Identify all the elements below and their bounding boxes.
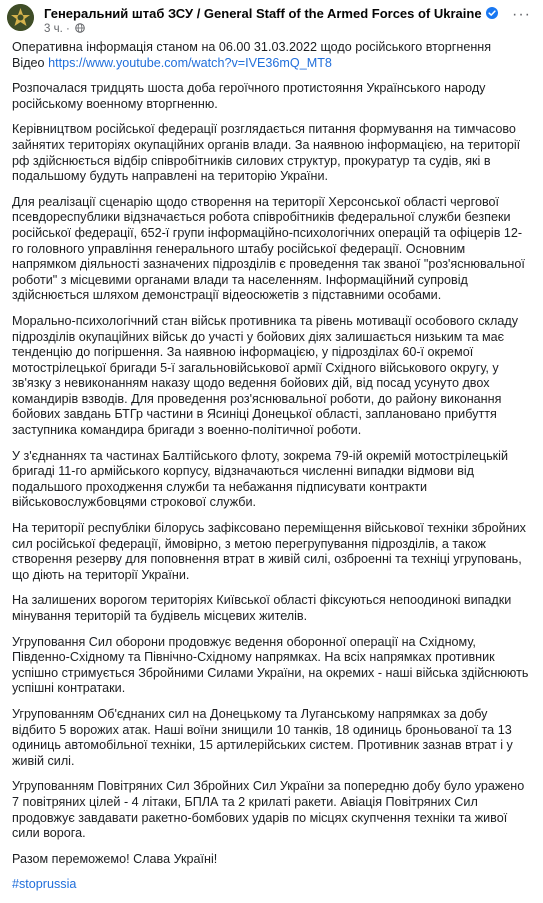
paragraph-3: Для реалізації сценарію щодо створення на території Херсонської області чергової псевдореспублики відзначається робота співробітників федеральної служби безпеки російської федерації, 652-ї групи інформаційно-психологічних операцій та офіцерів 12-го головного управління генерального штабу російської федерації. Основним напрямком діяльності зазначених підрозділів є проведення так званої "роз'яснювальної роботи" з місцевими органами влади та населенням. Інформаційний супровід здійснюється шляхом демонстрації відеосюжетів з підставними особами. [12,194,525,303]
post-meta [44,23,85,35]
paragraph-8: Угруповання Сил оборони продовжує ведення оборонної операції на Східному, Південно-Східному та Північно-Східному напрямках. На всіх напрямках противник успішно стримується Збройними Силами України, на окремих - наші війська здійснюють успішні контратаки. [12,634,529,696]
post-body [12,40,531,903]
intro-line: Оперативна інформація станом на 06.00 31.03.2022 щодо російського вторгнення [12,40,492,54]
emblem-avatar [7,4,34,31]
paragraph-7: На залишених ворогом територіях Київської області фіксуються непоодинокі випадки мінування територій та будівель місцевих жителів. [12,593,512,623]
meta-separator: · [65,23,70,35]
verified-check-icon [486,7,498,19]
paragraph-4: Морально-психологічний стан військ противника та рівень мотивації особового складу підрозділів окупаційних військ до участі у бойових діях залишається низьким та має тенденцію до погіршення. За наявною інформацією, у підрозділах 60-ї окремої мотострілецької бригади 5-ї загальновійськової армії Східного військового округу, у зв'язку з невиконанням наказу щодо ведення бойових дій, від посад усунуто двох командирів взводів. Для проведення роз'яснювальної роботи, до району виконання бойових завдань БТГр частини в Ясиніці Донецької області, заплановано прибуття заступника командира бригади з военно-політичної роботи. [12,313,519,438]
paragraph-2: Керівництвом російської федерації розглядається питання формування на тимчасово зайнятих територіях окупаційних органів влади. За наявною інформацією, на території рф здійснюється відбір співробітників силових структур, прокуратур та судів, які в подальшому будуть направлені на територію України. [12,122,521,184]
video-link[interactable]: https://www.youtube.com/watch?v=IVE36mQ_MT8 [48,55,332,70]
page-avatar[interactable] [7,4,34,31]
paragraph-10: Угрупованням Повітряних Сил Збройних Сил України за попередню добу було уражено 7 повітряних цілей - 4 літаки, БПЛА та 2 крилаті ракети. Авіація Повітряних Сил продовжує завдавати ракетно-бомбових ударів по місцях скупчення техніки та живої сили ворога. [12,779,525,841]
paragraph-1: Розпочалася тридцять шоста доба героїчного протистояння Українського народу російському военному вторгненню. [12,81,486,111]
page-name[interactable]: Генеральний штаб ЗСУ / General Staff of the Armed Forces of Ukraine [44,6,482,21]
paragraph-9: Угрупованням Об'єднаних сил на Донецькому та Луганському напрямках за добу відбито 5 ворожих атак. Наші воїни знищили 10 танків, 18 одиниць броньованої та 13 одиниць автомобільної техніки, 15 артилерійських систем. Противник зазнав втрат і у живій силі. [12,706,513,768]
hashtag-paragraph [12,877,531,893]
paragraph-11: Разом переможемо! Слава Україні! [12,851,218,866]
hashtag-link[interactable]: #stoprussia [12,877,77,892]
paragraph-6: На території республіки білорусь зафіксовано переміщення військової техніки збройних сил російської федерації, ймовірно, з метою перегрупування підрозділів, а також створення резерву для поповнення втрат в живій силі, озброенні та техніці угруповань, що діють на території України. [12,521,526,582]
post-timestamp[interactable]: 3 ч. [44,23,63,35]
video-label: Відео [12,55,49,70]
globe-icon[interactable] [75,23,85,33]
more-options-icon[interactable]: ··· [512,6,531,23]
post-header [0,0,543,40]
paragraph-5: У з'єднаннях та частинах Балтійського флоту, зокрема 79-ій окремій мотострілецькій бригаді 11-го армійського корпусу, відзначаються численні випадки відмови від подальшого проходження служби та небажання підписувати контракти військовослужбовцями строкової служби. [12,448,508,510]
page-name-link[interactable] [44,6,498,21]
intro-paragraph [12,40,531,71]
